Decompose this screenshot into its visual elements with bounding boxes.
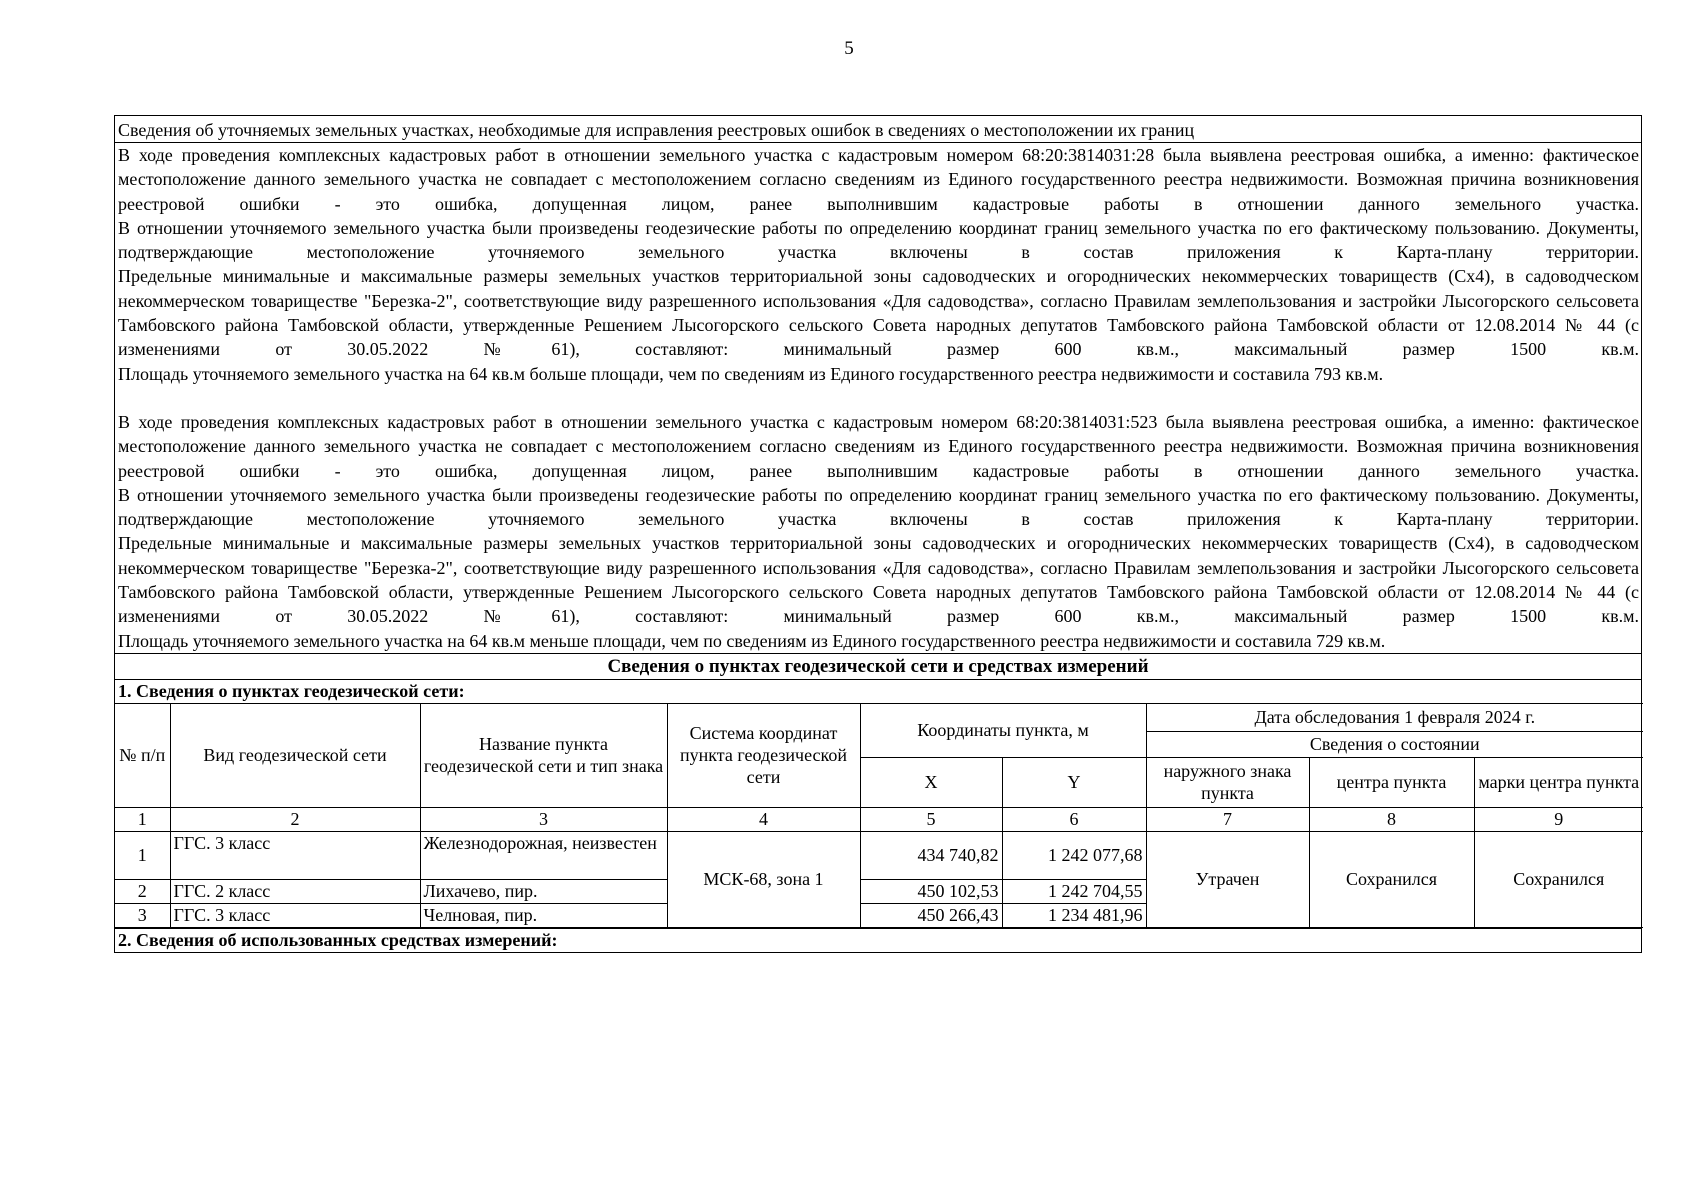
paragraph-gap — [115, 386, 1641, 410]
header-y-cell: Y — [1002, 757, 1146, 807]
header-network-type: Вид геодезической сети — [170, 703, 420, 807]
row-3-name: Челновая, пир. — [420, 903, 667, 927]
parcel-2-paragraph-2: В отношении уточняемого земельного участка были произведены геодезические работы по определению координат границ земельного участка по его фактическому пользованию. Документы, подтверждающие местоположение уточняемого земельного участка включены в состав приложения к Карта-плану территории. — [118, 484, 1639, 530]
col-num-4: 4 — [667, 807, 860, 831]
section-title: Сведения о пунктах геодезической сети и средствах измерений — [115, 653, 1641, 680]
coordinate-system-value: МСК-68, зона 1 — [667, 831, 860, 927]
header-center: центра пункта — [1309, 757, 1474, 807]
header-coordinate-system: Система координат пункта геодезической сети — [667, 703, 860, 807]
parcel-2-block — [115, 410, 1641, 653]
state-center-value: Сохранился — [1309, 831, 1474, 927]
parcel-1-paragraph-1: В ходе проведения комплексных кадастровых работ в отношении земельного участка с кадастровым номером 68:20:3814031:28 была выявлена реестровая ошибка, а именно: фактическое местоположение данного земельного участка не совпадает с местоположением согласно сведениям из Единого государственного реестра недвижимости. Возможная причина возникновения реестровой ошибки - это ошибка, допущенная лицом, ранее выполнившим кадастровые работы в отношении данного земельного участка. — [118, 145, 1639, 214]
subsection-geodetic-points: 1. Сведения о пунктах геодезической сети: — [118, 680, 465, 701]
parcel-2-paragraph-1: В ходе проведения комплексных кадастровых работ в отношении земельного участка с кадастровым номером 68:20:3814031:523 была выявлена реестровая ошибка, а именно: фактическое местоположение данного земельного участка не совпадает с местоположением согласно сведениям из Единого государственного реестра недвижимости. Возможная причина возникновения реестровой ошибки - это ошибка, допущенная лицом, ранее выполнившим кадастровые работы в отношении данного земельного участка. — [118, 411, 1639, 481]
geodetic-points-table — [115, 703, 1643, 928]
state-outer-value: Утрачен — [1146, 831, 1309, 927]
col-num-6: 6 — [1002, 807, 1146, 831]
header-num: № п/п — [115, 703, 170, 807]
col-num-9: 9 — [1474, 807, 1643, 831]
row-1-name: Железнодорожная, неизвестен — [420, 831, 667, 879]
row-2-type: ГГС. 2 класс — [170, 879, 420, 903]
parcel-1-block — [115, 143, 1641, 386]
header-survey-date: Дата обследования 1 февраля 2024 г. — [1146, 703, 1643, 731]
row-2-num: 2 — [115, 879, 170, 903]
parcel-2-paragraph-4: Площадь уточняемого земельного участка на 64 кв.м меньше площади, чем по сведениям из Единого государственного реестра недвижимости и составила 729 кв.м. — [118, 630, 1386, 651]
header-state: Сведения о состоянии — [1146, 731, 1643, 757]
row-3-y: 1 234 481,96 — [1002, 903, 1146, 927]
state-mark-value: Сохранился — [1474, 831, 1643, 927]
col-num-5: 5 — [860, 807, 1002, 831]
row-1-y: 1 242 077,68 — [1002, 831, 1146, 879]
parcel-2-paragraph-3: Предельные минимальные и максимальные размеры земельных участков территориальной зоны садоводческих и огороднических некоммерческих товариществ (Сх4), в садоводческом некоммерческом товариществе "Березка-2", соответствующие виду разрешенного использования «Для садоводства», согласно Правилам землепользования и застройки Лысогорского сельсовета Тамбовского района Тамбовской области, утвержденные Решением Лысогорского сельского Совета народных депутатов Тамбовского района Тамбовской области от 12.08.2014 № 44 (с изменениями от 30.05.2022 №61), составляют: минимальный размер 600 кв.м., максимальный размер 1500 кв.м. — [118, 533, 1639, 627]
document-frame — [114, 115, 1642, 953]
row-2-y: 1 242 704,55 — [1002, 879, 1146, 903]
row-2-x: 450 102,53 — [860, 879, 1002, 903]
row-1-type: ГГС. 3 класс — [170, 831, 420, 879]
header-coordinates: Координаты пункта, м — [860, 703, 1146, 757]
column-number-row — [115, 807, 1643, 831]
header-center-mark: марки центра пункта — [1474, 757, 1643, 807]
page-number: 5 — [844, 38, 854, 59]
header-outer-sign: наружного знака пункта — [1146, 757, 1309, 807]
parcel-1-paragraph-3: Предельные минимальные и максимальные размеры земельных участков территориальной зоны садоводческих и огороднических некоммерческих товариществ (Сх4), в садоводческом некоммерческом товариществе "Березка-2", соответствующие виду разрешенного использования «Для садоводства», согласно Правилам землепользования и застройки Лысогорского сельсовета Тамбовского района Тамбовской области, утвержденные Решением Лысогорского сельского Совета народных депутатов Тамбовского района Тамбовской области от 12.08.2014 № 44 (с изменениями от 30.05.2022 №61), составляют: минимальный размер 600 кв.м., максимальный размер 1500 кв.м. — [118, 266, 1639, 360]
row-1-num: 1 — [115, 831, 170, 879]
col-num-3: 3 — [420, 807, 667, 831]
subsection-measuring-instruments: 2. Сведения об использованных средствах измерений: — [115, 928, 1641, 952]
parcel-1-paragraph-2: В отношении уточняемого земельного участка были произведены геодезические работы по определению координат границ земельного участка по его фактическому пользованию. Документы, подтверждающие местоположение уточняемого земельного участка включены в состав приложения к Карта-плану территории. — [118, 217, 1639, 263]
col-num-8: 8 — [1309, 807, 1474, 831]
row-3-x: 450 266,43 — [860, 903, 1002, 927]
col-num-2: 2 — [170, 807, 420, 831]
header-x-cell: X — [860, 757, 1002, 807]
col-num-7: 7 — [1146, 807, 1309, 831]
table-row — [115, 831, 1643, 879]
row-3-num: 3 — [115, 903, 170, 927]
header-row: Сведения об уточняемых земельных участках, необходимые для исправления реестровых ошибок в сведениях о местоположении их границ — [115, 116, 1641, 143]
row-2-name: Лихачево, пир. — [420, 879, 667, 903]
row-3-type: ГГС. 3 класс — [170, 903, 420, 927]
header-point-name: Название пункта геодезической сети и тип знака — [420, 703, 667, 807]
parcel-1-paragraph-4: Площадь уточняемого земельного участка на 64 кв.м больше площади, чем по сведениям из Единого государственного реестра недвижимости и составила 793 кв.м. — [118, 363, 1384, 384]
col-num-1: 1 — [115, 807, 170, 831]
row-1-x: 434 740,82 — [860, 831, 1002, 879]
